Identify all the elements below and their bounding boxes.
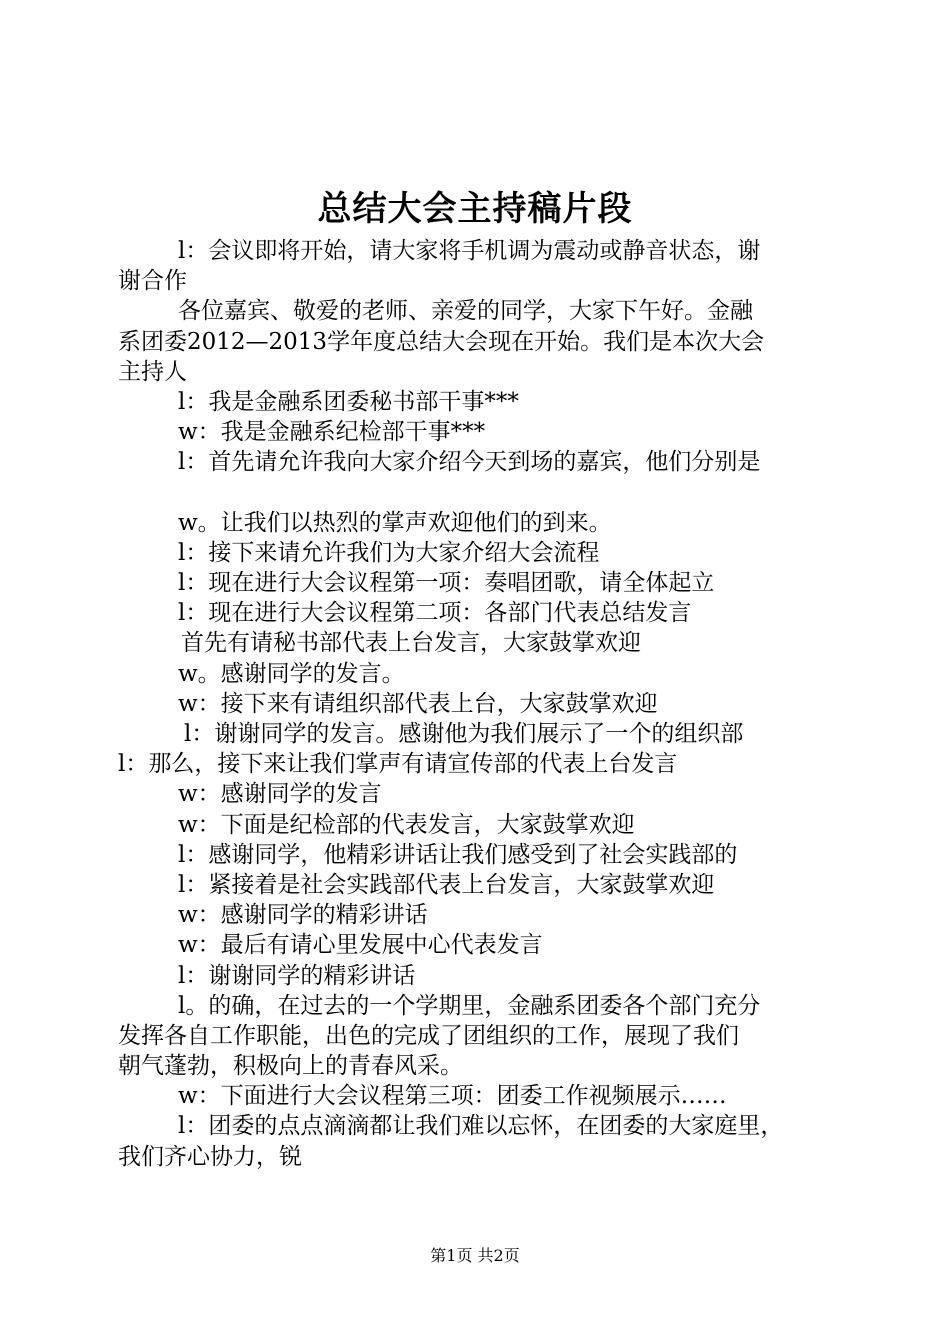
paragraph-line: w：我是金融系纪检部干事***: [178, 419, 486, 446]
paragraph-line: w：下面是纪检部的代表发言，大家鼓掌欢迎: [178, 811, 635, 838]
blank-line: [118, 478, 838, 508]
paragraph-line: 系团委2012—2013学年度总结大会现在开始。我们是本次大会: [118, 328, 765, 355]
paragraph-line: l：会议即将开始，请大家将手机调为震动或静音状态，谢: [178, 238, 761, 264]
paragraph-line: l：那么，接下来让我们掌声有请宣传部的代表上台发言: [118, 751, 678, 778]
paragraph-line: w：最后有请心里发展中心代表发言: [178, 932, 543, 959]
paragraph-line: l：我是金融系团委秘书部干事***: [178, 388, 519, 415]
paragraph-line: l：谢谢同学的精彩讲话: [178, 962, 416, 989]
paragraph-line: 我们齐心协力，锐: [118, 1143, 302, 1170]
paragraph-line: 主持人: [118, 358, 187, 385]
paragraph-line: l：现在进行大会议程第二项：各部门代表总结发言: [178, 600, 692, 627]
page-number-footer: 第1页 共2页: [430, 1246, 520, 1265]
paragraph-line: l：接下来请允许我们为大家介绍大会流程: [178, 539, 600, 566]
paragraph-line: l：紧接着是社会实践部代表上台发言，大家鼓掌欢迎: [178, 871, 715, 898]
paragraph-line: w。让我们以热烈的掌声欢迎他们的到来。: [178, 509, 612, 536]
paragraph-line: 谢合作: [118, 268, 187, 295]
paragraph-line: l：首先请允许我向大家介绍今天到场的嘉宾，他们分别是: [178, 449, 761, 476]
paragraph-line: 各位嘉宾、敬爱的老师、亲爱的同学，大家下午好。金融: [178, 298, 753, 325]
paragraph-line: l：现在进行大会议程第一项：奏唱团歌，请全体起立: [178, 570, 715, 597]
paragraph-line: 首先有请秘书部代表上台发言，大家鼓掌欢迎: [181, 630, 641, 657]
document-body: [118, 236, 838, 1172]
paragraph-line: l：感谢同学，他精彩讲话让我们感受到了社会实践部的: [178, 841, 738, 868]
paragraph-line: w：接下来有请组织部代表上台，大家鼓掌欢迎: [178, 690, 658, 717]
paragraph-line: 朝气蓬勃，积极向上的青春风采。: [118, 1053, 463, 1080]
paragraph-line: 发挥各自工作职能，出色的完成了团组织的工作，展现了我们: [118, 1022, 739, 1049]
paragraph-line: l。的确，在过去的一个学期里，金融系团委各个部门充分: [178, 992, 761, 1019]
paragraph-line: l：团委的点点滴滴都让我们难以忘怀，在团委的大家庭里，: [178, 1113, 784, 1140]
paragraph-line: l：谢谢同学的发言。感谢他为我们展示了一个的组织部: [184, 721, 744, 747]
paragraph-line: w。感谢同学的发言。: [178, 660, 405, 687]
document-title: 总结大会主持稿片段: [317, 189, 633, 229]
paragraph-line: w：感谢同学的发言: [178, 781, 382, 808]
paragraph-line: w：下面进行大会议程第三项：团委工作视频展示……: [178, 1083, 727, 1110]
paragraph-line: w：感谢同学的精彩讲话: [178, 902, 428, 929]
